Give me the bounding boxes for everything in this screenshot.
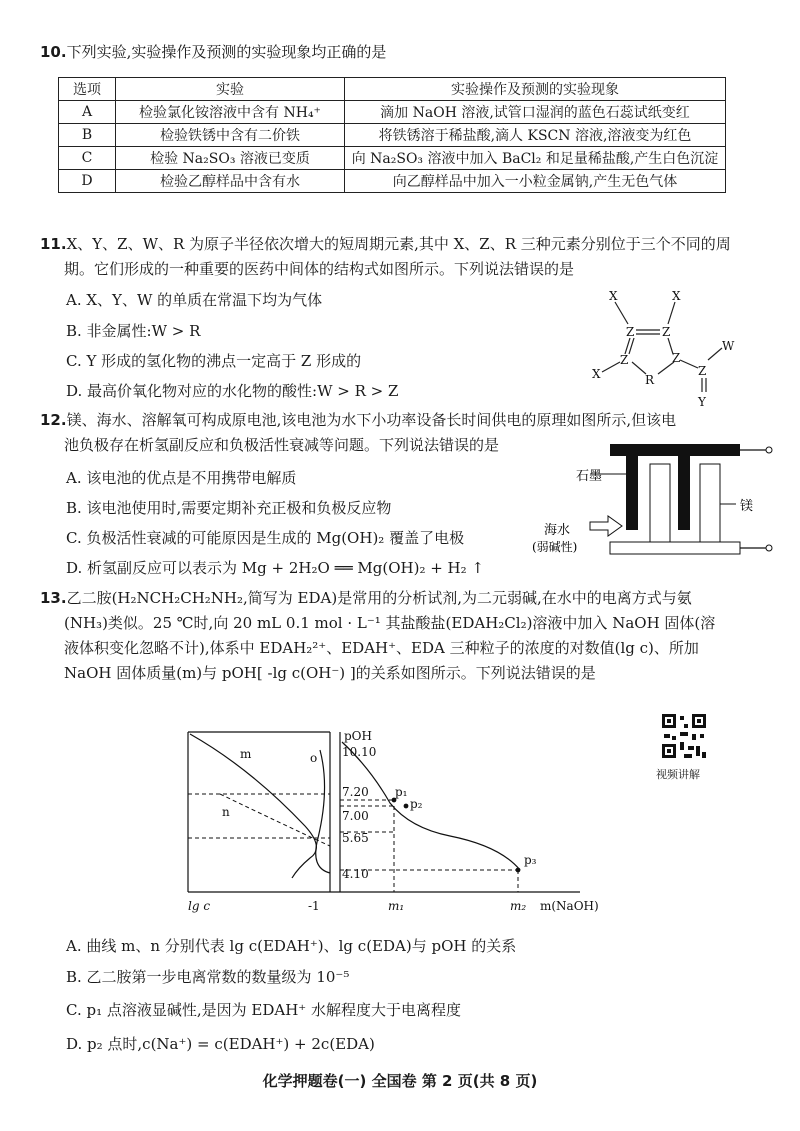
point-p1 [392, 798, 397, 803]
table-header-row [59, 78, 726, 101]
x-left-tick: -1 [308, 899, 320, 913]
seawater-label: 海水 [544, 523, 571, 538]
table-cell: D [59, 170, 116, 193]
q12-option-c: C. 负极活性衰减的可能原因是生成的 Mg(OH)₂ 覆盖了电极 [66, 529, 465, 547]
q12-battery-diagram [530, 438, 780, 573]
atom-label: Z [698, 364, 707, 378]
table-cell: 滴加 NaOH 溶液,试管口湿润的蓝色石蕊试纸变红 [345, 101, 726, 124]
table-cell: 向 Na₂SO₃ 溶液中加入 BaCl₂ 和足量稀盐酸,产生白色沉淀 [345, 147, 726, 170]
q13-option-c: C. p₁ 点溶液显碱性,是因为 EDAH⁺ 水解程度大于电离程度 [66, 1001, 461, 1019]
y-axis-label: pOH [344, 729, 372, 743]
q13-option-b: B. 乙二胺第一步电离常数的数量级为 10⁻⁵ [66, 968, 350, 986]
q12-option-d: D. 析氢副反应可以表示为 Mg + 2H₂O ══ Mg(OH)₂ + H₂ ↑ [66, 559, 484, 577]
table-cell: A [59, 101, 116, 124]
table-cell: 检验 Na₂SO₃ 溶液已变质 [116, 147, 345, 170]
q13-chart [180, 728, 600, 928]
graphite-label: 石墨 [576, 469, 603, 484]
atom-label: R [645, 373, 655, 387]
magnesium-electrode [700, 464, 720, 550]
q11-structure-diagram [580, 282, 760, 412]
q11-option-c: C. Y 形成的氢化物的沸点一定高于 Z 形成的 [66, 352, 362, 370]
y-tick: 4.10 [342, 867, 369, 881]
qr-code-icon [660, 712, 708, 760]
question-10-stem [40, 40, 770, 65]
y-tick: 7.20 [342, 785, 369, 799]
q10-table [58, 77, 726, 193]
point-p3 [516, 868, 521, 873]
magnesium-label: 镁 [740, 499, 754, 514]
question-text: 期。它们形成的一种重要的医药中间体的结构式如图所示。下列说法错误的是 [64, 260, 575, 278]
q11-option-d: D. 最高价氧化物对应的水化物的酸性:W > R > Z [66, 382, 399, 400]
curve-o [316, 750, 330, 873]
point-label-p3: p₃ [524, 853, 537, 867]
x-right-label: m(NaOH) [540, 899, 599, 913]
magnesium-bottom-bar [610, 542, 740, 554]
curve-label-o: o [310, 751, 318, 765]
atom-label: Y [698, 395, 706, 409]
point-label-p2: p₂ [410, 797, 423, 811]
graphite-electrode [626, 456, 638, 530]
header-experiment: 实验 [116, 78, 345, 101]
question-13-stem [40, 586, 770, 686]
table-row [59, 147, 726, 170]
question-text: NaOH 固体质量(m)与 pOH[ -lg c(OH⁻) ]的关系如图所示。下列说法错误的是 [64, 664, 596, 682]
question-11-stem [40, 232, 770, 282]
atom-label: X [609, 289, 618, 303]
curve-label-n: n [222, 805, 230, 819]
video-explain-label: 视频讲解 [656, 768, 700, 781]
question-text: 下列实验,实验操作及预测的实验现象均正确的是 [66, 43, 387, 61]
atom-label: W [722, 339, 735, 353]
curve-m [190, 734, 316, 878]
curve-label-m: m [240, 747, 252, 761]
atom-label: Z [672, 351, 681, 365]
table-row [59, 170, 726, 193]
point-label-p1: p₁ [395, 785, 408, 799]
table-row [59, 101, 726, 124]
q13-option-d: D. p₂ 点时,c(Na⁺) = c(EDAH⁺) + 2c(EDA) [66, 1035, 375, 1053]
table-row [59, 124, 726, 147]
y-tick: 10.10 [342, 745, 377, 759]
table-cell: 向乙醇样品中加入一小粒金属钠,产生无色气体 [345, 170, 726, 193]
table-cell: C [59, 147, 116, 170]
magnesium-electrode [650, 464, 670, 550]
x-tick-m1: m₁ [388, 899, 405, 913]
q11-option-b: B. 非金属性:W > R [66, 322, 201, 340]
question-text: 镁、海水、溶解氧可构成原电池,该电池为水下小功率设备长时间供电的原理如图所示,但该电 [66, 411, 677, 429]
question-number: 10. [40, 43, 67, 61]
header-option: 选项 [59, 78, 116, 101]
table-cell: 将铁锈溶于稀盐酸,滴人 KSCN 溶液,溶液变为红色 [345, 124, 726, 147]
graphite-electrode [678, 456, 690, 530]
question-text: 乙二胺(H₂NCH₂CH₂NH₂,简写为 EDA)是常用的分析试剂,为二元弱碱,在水中的电离方式与氨 [66, 589, 692, 607]
graphite-top-bar [610, 444, 740, 456]
question-text: 池负极存在析氢副反应和负极活性衰减等问题。下列说法错误的是 [64, 436, 500, 454]
q12-option-b: B. 该电池使用时,需要定期补充正极和负极反应物 [66, 499, 392, 517]
atom-label: Z [626, 325, 635, 339]
table-cell: 检验乙醇样品中含有水 [116, 170, 345, 193]
atom-label: X [672, 289, 681, 303]
question-number: 12. [40, 411, 67, 429]
table-cell: B [59, 124, 116, 147]
page-footer: 化学押题卷(一) 全国卷 第 2 页(共 8 页) [262, 1072, 538, 1090]
weak-base-label: (弱碱性) [532, 540, 578, 554]
question-text: 液体积变化忽略不计),体系中 EDAH₂²⁺、EDAH⁺、EDA 三种粒子的浓度的对数值(lg c)、所加 [64, 639, 699, 657]
q11-option-a: A. X、Y、W 的单质在常温下均为气体 [66, 291, 323, 309]
atom-label: X [592, 367, 601, 381]
y-tick: 7.00 [342, 809, 369, 823]
seawater-arrow-icon [590, 516, 622, 536]
y-tick: 5.65 [342, 831, 369, 845]
atom-label: Z [662, 325, 671, 339]
question-text: X、Y、Z、W、R 为原子半径依次增大的短周期元素,其中 X、Z、R 三种元素分别位于三个不同的周 [66, 235, 731, 253]
question-number: 13. [40, 589, 67, 607]
question-number: 11. [40, 235, 67, 253]
q13-option-a: A. 曲线 m、n 分别代表 lg c(EDAH⁺)、lg c(EDA)与 pOH 的关系 [66, 937, 517, 955]
table-cell: 检验铁锈中含有二价铁 [116, 124, 345, 147]
q12-option-a: A. 该电池的优点是不用携带电解质 [66, 469, 297, 487]
atom-label: Z [620, 353, 629, 367]
x-tick-m2: m₂ [510, 899, 527, 913]
header-operation: 实验操作及预测的实验现象 [345, 78, 726, 101]
x-left-label: lg c [188, 899, 211, 913]
question-text: (NH₃)类似。25 ℃时,向 20 mL 0.1 mol · L⁻¹ 其盐酸盐(EDAH₂Cl₂)溶液中加入 NaOH 固体(溶 [64, 614, 716, 632]
table-cell: 检验氯化铵溶液中含有 NH₄⁺ [116, 101, 345, 124]
point-p2 [404, 804, 409, 809]
